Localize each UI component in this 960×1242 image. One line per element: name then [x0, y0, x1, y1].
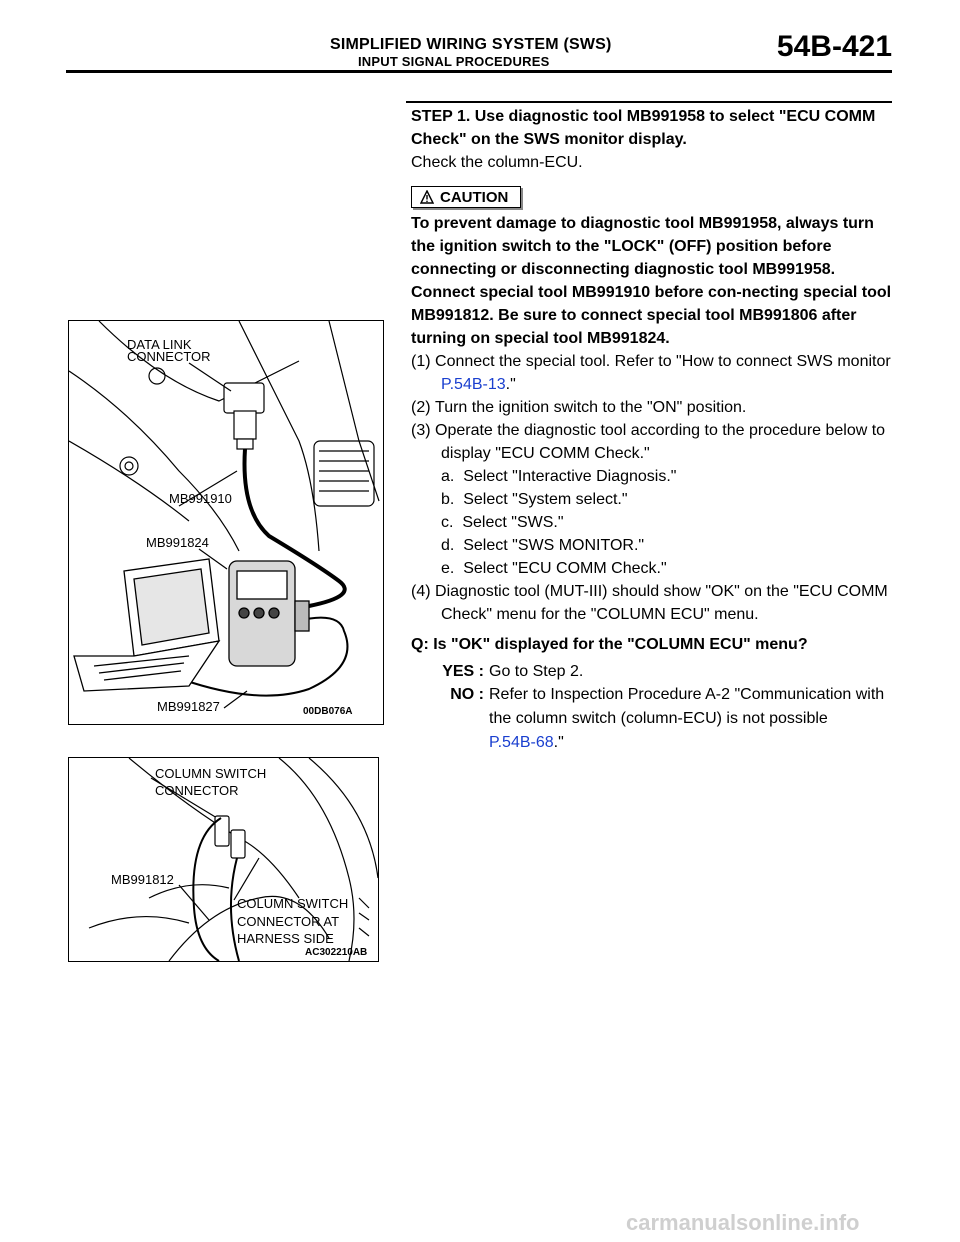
- answer-yes-text: Go to Step 2.: [489, 663, 584, 680]
- sub-item: [411, 511, 893, 534]
- caution-box: [411, 186, 521, 208]
- label-mb991812: MB991812: [111, 872, 174, 887]
- item-number: (3): [411, 422, 431, 439]
- procedure-item-1: [411, 350, 893, 396]
- answer-no-end: .": [553, 734, 564, 751]
- sub-letter: c.: [441, 514, 454, 531]
- page-header-title: SIMPLIFIED WIRING SYSTEM (SWS): [330, 36, 612, 53]
- item-text: Diagnostic tool (MUT-III) should show "OK" on the "ECU COMM Check" menu for the "COLUMN ECU" menu.: [435, 583, 888, 623]
- watermark: carmanualsonline.info: [626, 1210, 860, 1235]
- label-data-link-connector-1: DATA LINK: [127, 337, 192, 352]
- sub-letter: e.: [441, 560, 455, 577]
- answer-no-label: NO :: [450, 686, 484, 703]
- sub-text: Select "Interactive Diagnosis.": [463, 468, 677, 485]
- answer-yes-label: YES :: [442, 663, 484, 680]
- label-column-switch-connector-2: CONNECTOR: [155, 783, 239, 798]
- figure-column-switch: [68, 757, 379, 962]
- item-text-end: .": [505, 376, 516, 393]
- reference-link-54b-68[interactable]: P.54B-68: [489, 734, 554, 751]
- label-harness-side-3: HARNESS SIDE: [237, 931, 334, 946]
- reference-link-54b-13[interactable]: P.54B-13: [441, 376, 506, 393]
- sub-item: [411, 534, 893, 557]
- sub-letter: d.: [441, 537, 455, 554]
- label-mb991910: MB991910: [169, 491, 232, 506]
- procedure-item-4: [411, 580, 893, 626]
- label-column-switch-connector-1: COLUMN SWITCH: [155, 766, 267, 781]
- warning-triangle-icon: [420, 190, 434, 204]
- sub-item: [411, 557, 893, 580]
- figure-dlc-connection: [68, 320, 384, 725]
- sub-letter: a.: [441, 468, 455, 485]
- label-harness-side-2: CONNECTOR AT: [237, 914, 340, 929]
- item-text: Turn the ignition switch to the "ON" position.: [435, 399, 747, 416]
- connection-illustration: [69, 321, 383, 724]
- page-number: 54B-421: [776, 30, 892, 63]
- caution-text: To prevent damage to diagnostic tool MB991958, always turn the ignition switch to the "LOCK" (OFF) position before connecting or disconnecting diagnostic tool MB991958. Connect special tool MB991910 before con-necting special tool MB991812. Be sure to connect special tool MB991806 after turning on special tool MB991824.: [411, 215, 892, 347]
- sub-text: Select "ECU COMM Check.": [463, 560, 667, 577]
- answer-no-body: Refer to Inspection Procedure A-2 "Communication with the column switch (column-ECU) is not possible: [489, 686, 885, 727]
- step-rule: [406, 101, 892, 103]
- procedure-text: [411, 105, 893, 755]
- label-harness-side-1: COLUMN SWITCH: [237, 896, 349, 911]
- item-number: (4): [411, 583, 431, 600]
- item-number: (2): [411, 399, 431, 416]
- item-text: Operate the diagnostic tool according to the procedure below to display "ECU COMM Check.": [435, 422, 886, 462]
- header-rule: [66, 70, 892, 73]
- answer-no-text: [489, 683, 893, 755]
- procedure-item-3: [411, 419, 893, 465]
- label-mb991827: MB991827: [157, 699, 220, 714]
- figure1-code: 00DB076A: [303, 706, 353, 717]
- item-number: (1): [411, 353, 431, 370]
- label-data-link-connector-2: CONNECTOR: [127, 349, 211, 364]
- sub-text: Select "SWS.": [462, 514, 564, 531]
- sub-letter: b.: [441, 491, 455, 508]
- sub-text: Select "System select.": [463, 491, 628, 508]
- answer-no: [411, 683, 893, 755]
- answer-yes: [411, 660, 893, 683]
- procedure-item-2: [411, 396, 893, 419]
- sub-text: Select "SWS MONITOR.": [463, 537, 645, 554]
- caution-label: CAUTION: [440, 188, 509, 206]
- label-mb991824: MB991824: [146, 535, 209, 550]
- sub-item: [411, 465, 893, 488]
- step-heading: STEP 1. Use diagnostic tool MB991958 to select "ECU COMM Check" on the SWS monitor display.: [411, 108, 876, 148]
- item-text: Connect the special tool. Refer to "How to connect SWS monitor: [435, 353, 891, 370]
- page-header-subtitle: INPUT SIGNAL PROCEDURES: [358, 54, 550, 69]
- figure2-code: AC302210AB: [305, 947, 368, 958]
- step-intro: Check the column-ECU.: [411, 154, 583, 171]
- sub-item: [411, 488, 893, 511]
- question: Q: Is "OK" displayed for the "COLUMN ECU" menu?: [411, 636, 808, 653]
